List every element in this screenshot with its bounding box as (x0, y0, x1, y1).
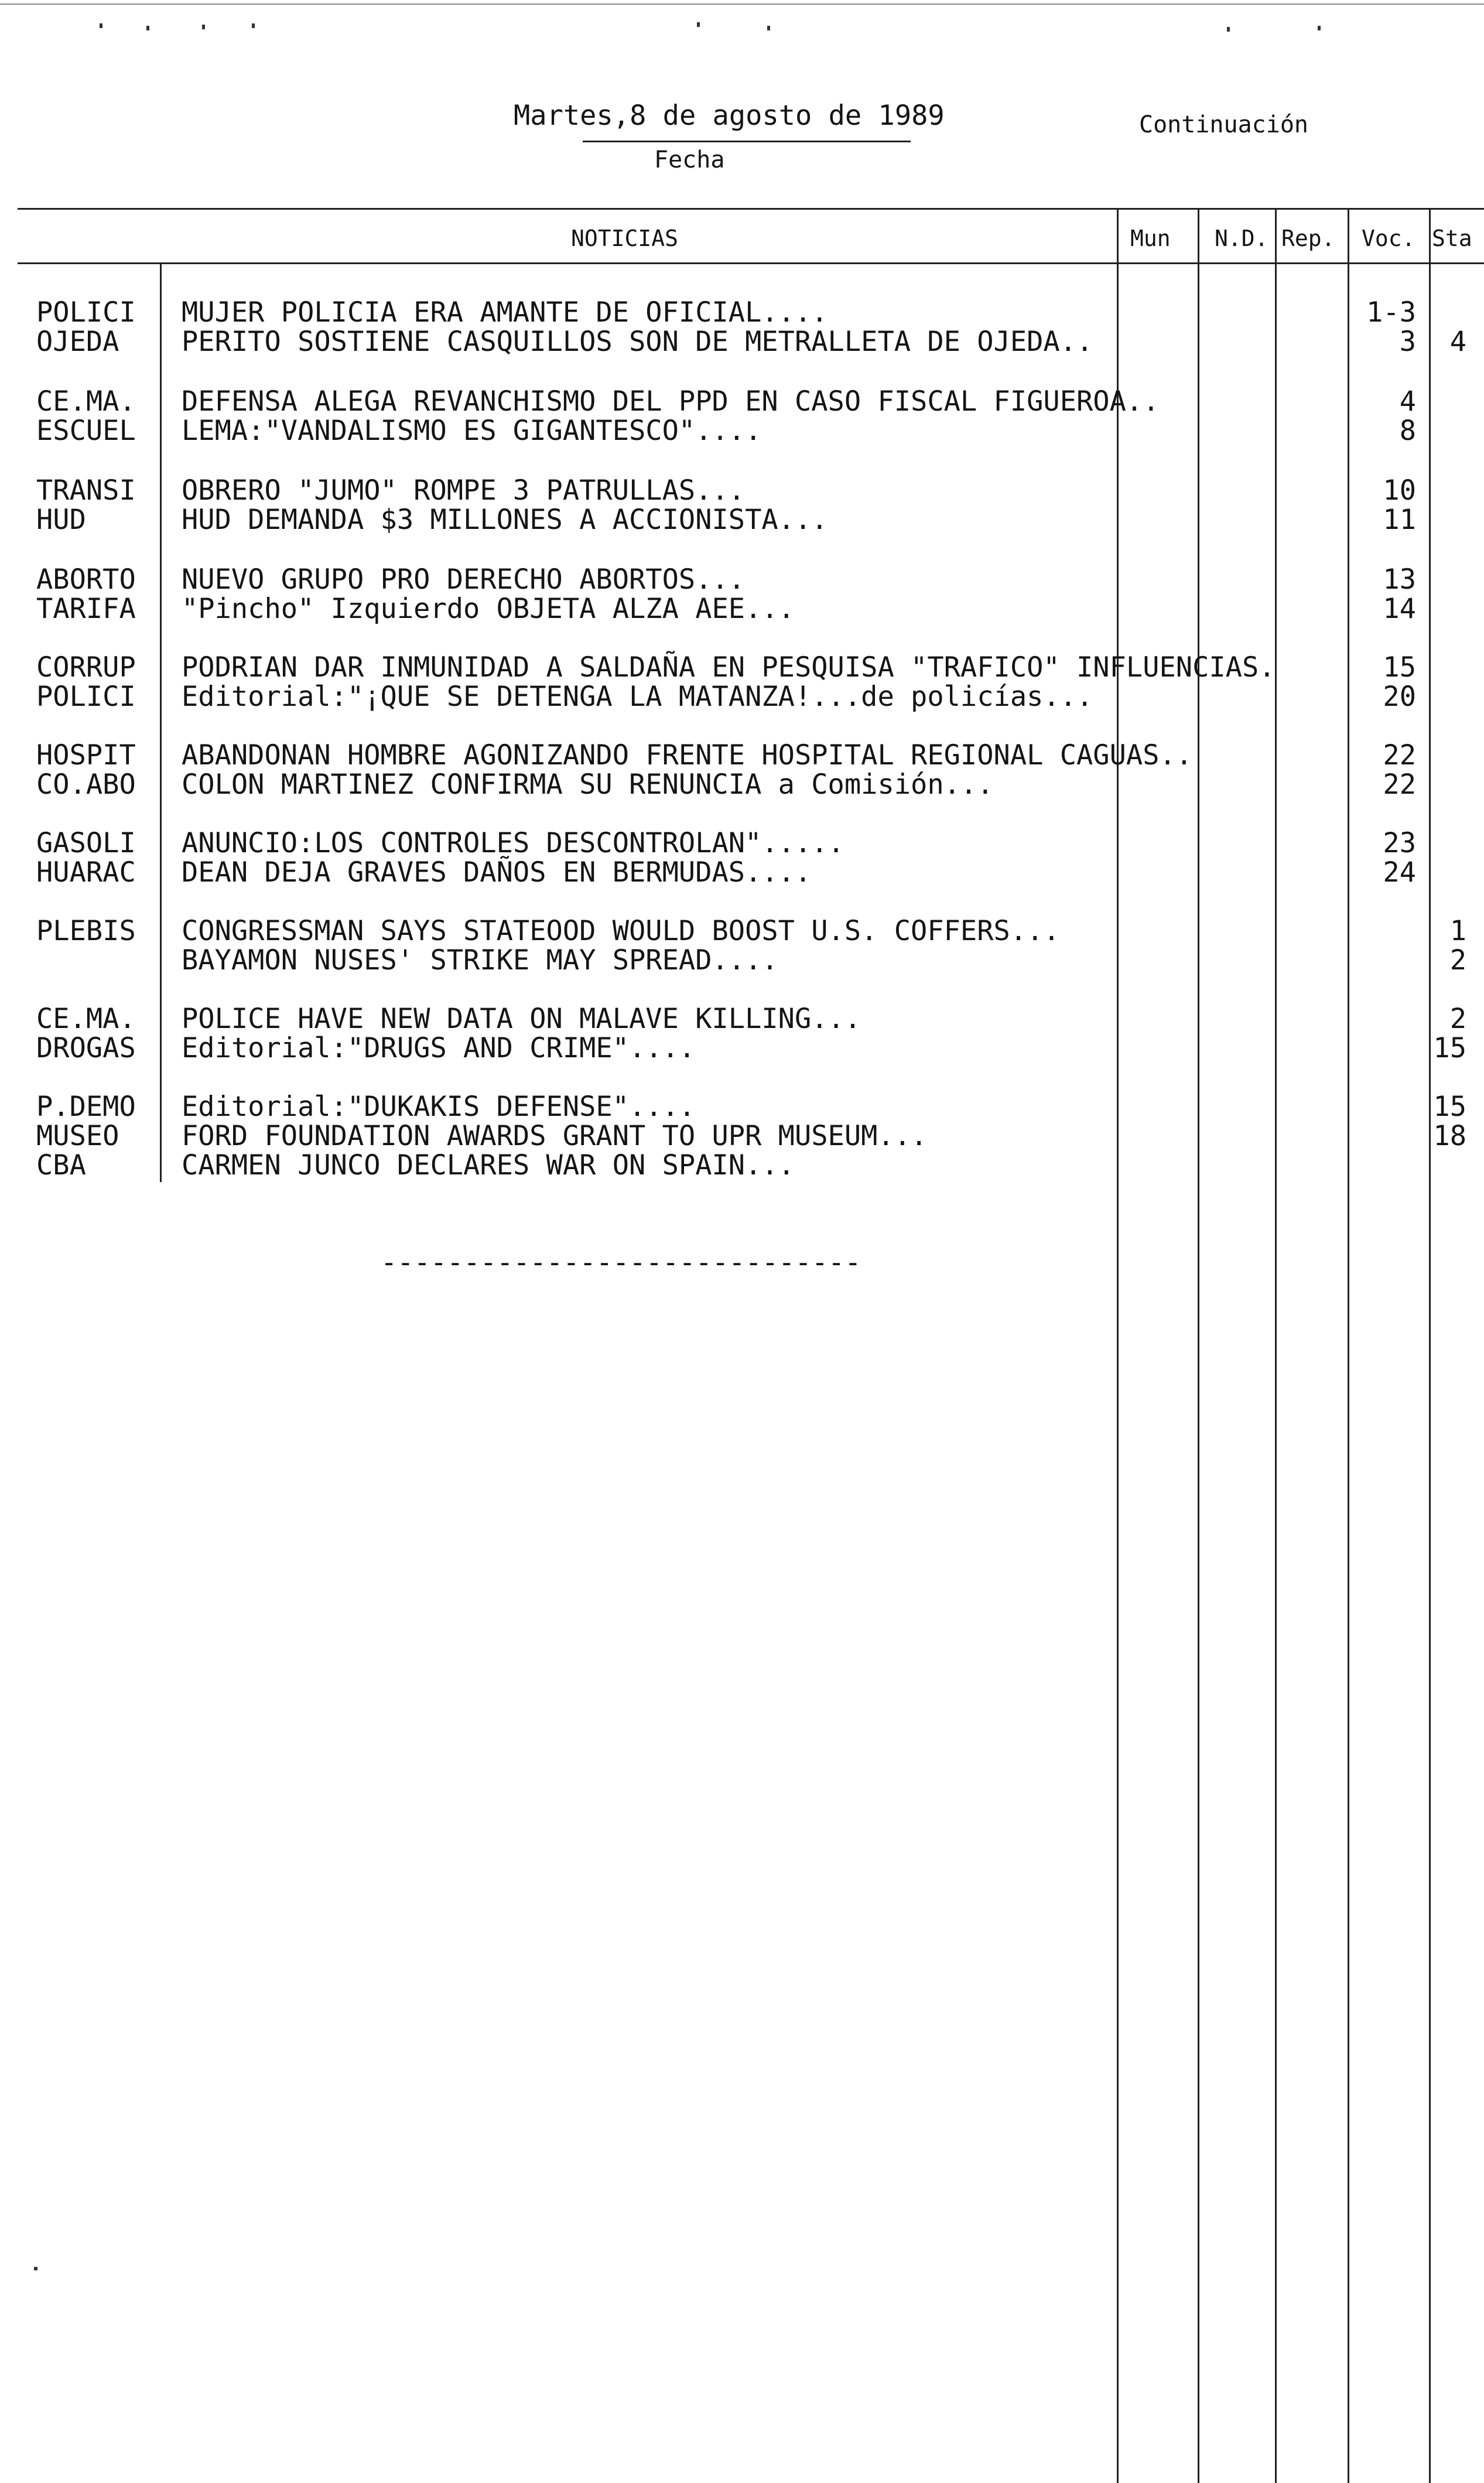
voc-page: 22 (1383, 769, 1416, 801)
headline: MUJER POLICIA ERA AMANTE DE OFICIAL.... (182, 296, 828, 329)
section-code: CORRUP (36, 651, 136, 684)
rep-column-divider (1275, 208, 1277, 2483)
voc-page: 4 (1399, 385, 1416, 418)
nd-column-divider (1198, 208, 1199, 2483)
voc-page: 14 (1383, 593, 1416, 625)
scan-speck (34, 2267, 37, 2270)
section-code: CBA (36, 1149, 86, 1181)
section-code: PLEBIS (36, 915, 136, 947)
header-mun: Mun (1130, 226, 1171, 251)
headline: LEMA:"VANDALISMO ES GIGANTESCO".... (182, 415, 762, 447)
continuation-label: Continuación (1139, 111, 1308, 138)
section-code: POLICI (36, 296, 136, 329)
headline: DEFENSA ALEGA REVANCHISMO DEL PPD EN CASO FISCAL FIGUEROA.. (182, 385, 1160, 418)
voc-page: 3 (1399, 326, 1416, 358)
date-underline (583, 141, 911, 142)
sta-page: 15 (1433, 1091, 1466, 1123)
scan-speck (146, 26, 149, 30)
scan-speck (202, 25, 205, 29)
voc-page: 1-3 (1366, 296, 1416, 329)
sta-column-divider (1429, 208, 1431, 2483)
headline: OBRERO "JUMO" ROMPE 3 PATRULLAS... (182, 474, 746, 507)
headline: Editorial:"¡QUE SE DETENGA LA MATANZA!...de policías... (182, 681, 1093, 713)
headline: PERITO SOSTIENE CASQUILLOS SON DE METRALLETA DE OJEDA.. (182, 326, 1093, 358)
footer-rule: ----------------------------- (381, 1246, 861, 1279)
headline: ABANDONAN HOMBRE AGONIZANDO FRENTE HOSPITAL REGIONAL CAGUAS.. (182, 739, 1193, 771)
header-noticias: NOTICIAS (571, 226, 679, 251)
table-header-rule (18, 262, 1484, 264)
section-code: CE.MA. (36, 385, 136, 418)
section-code: ABORTO (36, 563, 136, 596)
sta-page: 1 (1449, 915, 1466, 947)
date-line: Martes,8 de agosto de 1989 (514, 100, 945, 132)
headline: HUD DEMANDA $3 MILLONES A ACCIONISTA... (182, 504, 828, 536)
section-code: HUD (36, 504, 86, 536)
headline: DEAN DEJA GRAVES DAÑOS EN BERMUDAS.... (182, 856, 812, 889)
voc-page: 15 (1383, 651, 1416, 684)
scan-speck (1227, 27, 1230, 32)
section-code: CO.ABO (36, 769, 136, 801)
scan-speck (1318, 26, 1321, 30)
headline: CONGRESSMAN SAYS STATEOOD WOULD BOOST U.S. COFFERS... (182, 915, 1060, 947)
section-code: CE.MA. (36, 1003, 136, 1035)
sta-page: 15 (1433, 1032, 1466, 1064)
top-edge-line (0, 4, 1484, 5)
headline: POLICE HAVE NEW DATA ON MALAVE KILLING... (182, 1003, 861, 1035)
voc-page: 13 (1383, 563, 1416, 596)
scan-speck (100, 23, 102, 28)
header-sta: Sta (1432, 226, 1472, 251)
header-rep: Rep. (1281, 226, 1335, 251)
headline: FORD FOUNDATION AWARDS GRANT TO UPR MUSEUM... (182, 1120, 928, 1152)
headline: PODRIAN DAR INMUNIDAD A SALDAÑA EN PESQUISA "TRAFICO" INFLUENCIAS. (182, 651, 1276, 684)
date-label: Fecha (654, 146, 725, 173)
headline: "Pincho" Izquierdo OBJETA ALZA AEE... (182, 593, 795, 625)
voc-page: 20 (1383, 681, 1416, 713)
headline: ANUNCIO:LOS CONTROLES DESCONTROLAN"..... (182, 827, 844, 859)
sta-page: 4 (1449, 326, 1466, 358)
section-code: TRANSI (36, 474, 136, 507)
section-code: P.DEMO (36, 1091, 136, 1123)
scan-speck (767, 26, 770, 30)
voc-page: 24 (1383, 856, 1416, 889)
headline: NUEVO GRUPO PRO DERECHO ABORTOS... (182, 563, 746, 596)
scan-speck (252, 23, 255, 28)
headline: CARMEN JUNCO DECLARES WAR ON SPAIN... (182, 1149, 795, 1181)
sta-page: 2 (1449, 1003, 1466, 1035)
headline: COLON MARTINEZ CONFIRMA SU RENUNCIA a Comisión... (182, 769, 994, 801)
section-code: HOSPIT (36, 739, 136, 771)
headline: BAYAMON NUSES' STRIKE MAY SPREAD.... (182, 944, 778, 976)
header-voc: Voc. (1362, 226, 1415, 251)
sta-page: 18 (1433, 1120, 1466, 1152)
section-code: MUSEO (36, 1120, 119, 1152)
voc-page: 11 (1383, 504, 1416, 536)
mun-column-divider (1117, 208, 1119, 2483)
table-top-rule (18, 208, 1484, 210)
section-code: ESCUEL (36, 415, 136, 447)
voc-page: 8 (1399, 415, 1416, 447)
section-code: TARIFA (36, 593, 136, 625)
code-column-divider (160, 262, 162, 1182)
voc-page: 10 (1383, 474, 1416, 507)
sta-page: 2 (1449, 944, 1466, 976)
voc-page: 22 (1383, 739, 1416, 771)
voc-page: 23 (1383, 827, 1416, 859)
headline: Editorial:"DUKAKIS DEFENSE".... (182, 1091, 696, 1123)
section-code: GASOLI (36, 827, 136, 859)
voc-column-divider (1348, 208, 1349, 2483)
header-nd: N.D. (1215, 226, 1268, 251)
section-code: POLICI (36, 681, 136, 713)
scan-speck (697, 22, 700, 27)
section-code: DROGAS (36, 1032, 136, 1064)
headline: Editorial:"DRUGS AND CRIME".... (182, 1032, 696, 1064)
section-code: OJEDA (36, 326, 119, 358)
section-code: HUARAC (36, 856, 136, 889)
